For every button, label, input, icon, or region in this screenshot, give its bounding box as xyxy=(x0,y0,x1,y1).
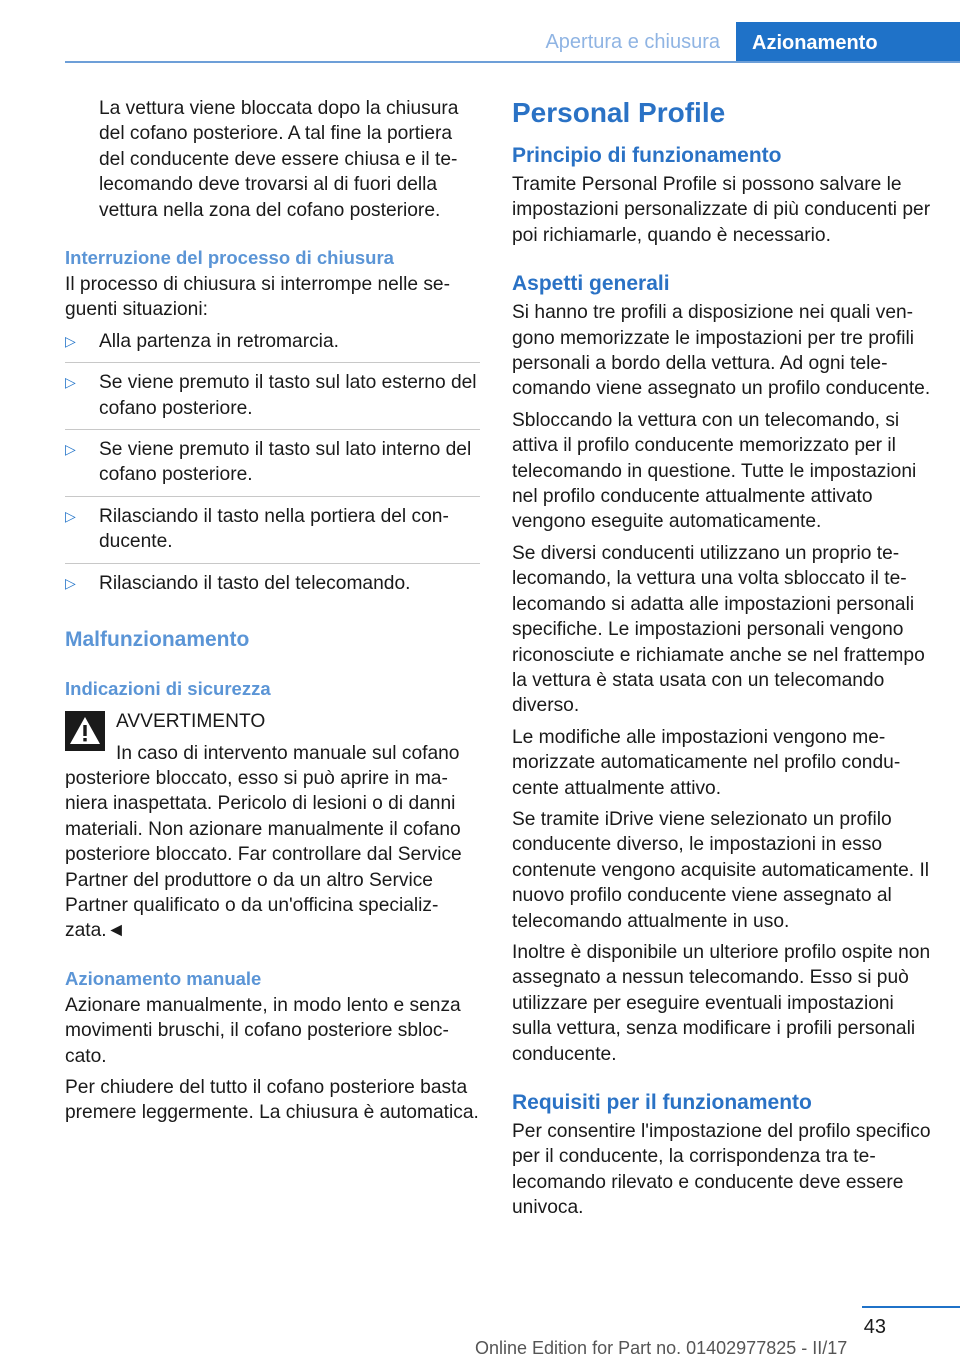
header-section-label: Apertura e chiusura xyxy=(545,31,720,53)
triangle-right-icon: ▷ xyxy=(65,507,76,524)
general-paragraph-2: Sbloccando la vettura con un telecomando, si attiva il profilo conducente memorizzato per il telecomando in questione. Tutte le impostazioni nel profilo conducente attualmente attivato vengono eseguite automaticamente. xyxy=(512,409,917,533)
section-title: Personal Profile xyxy=(512,97,726,128)
warning-title: AVVERTIMENTO xyxy=(116,711,266,733)
manual-heading: Azionamento manuale xyxy=(65,967,262,989)
malfunction-heading: Malfunzionamento xyxy=(65,628,250,652)
list-item: ▷ Alla partenza in retromarcia. xyxy=(65,329,480,363)
right-column xyxy=(512,96,932,1227)
requirements-heading: Requisiti per il funzionamento xyxy=(512,1091,812,1114)
principle-heading: Principio di funzionamento xyxy=(512,144,782,167)
list-item: ▷ Rilasciando il tasto del telecomando. xyxy=(65,571,480,604)
principle-text: Tramite Personal Profile si possono salvare le impostazioni personalizzate di più conducenti per poi richiamarle, quando è necessario. xyxy=(512,174,931,246)
left-column xyxy=(65,96,480,1132)
warning-text: In caso di intervento manuale sul cofano posteriore bloccato, esso si può aprire in maniera inaspettata. Pericolo di lesioni o di danni materiali. Non azionare manualmente il cofano posteriore bloccato. Far controllare dal Service Partner del produttore o da un altro Service Partner qualificato o da un'officina specializzata.◄ xyxy=(65,742,462,942)
header-active-tab: Azionamento xyxy=(736,22,960,63)
general-paragraph-6: Inoltre è disponibile un ulteriore profilo ospite non assegnato a nessun telecomando. Esso si può utilizzare per eseguire eventuali impostazioni sulla vettura, senza modificare i profili personali conducente. xyxy=(512,941,931,1065)
list-item: ▷ Rilasciando il tasto nella portiera del conducente. xyxy=(65,504,480,564)
triangle-right-icon: ▷ xyxy=(65,441,76,458)
interruption-text: Il processo di chiusura si interrompe nelle seguenti situazioni: xyxy=(65,274,450,321)
general-paragraph-1: Si hanno tre profili a disposizione nei quali vengono memorizzate le impostazioni per tre profili personali a bordo della vettura. Ad ogni telecomando viene assegnato un profilo conducente. xyxy=(512,302,931,400)
edition-line: Online Edition for Part no. 01402977825 - II/17 xyxy=(475,1338,848,1358)
header-divider xyxy=(65,61,960,63)
safety-heading: Indicazioni di sicurezza xyxy=(65,678,271,700)
interruption-list xyxy=(65,329,480,604)
page-header xyxy=(0,0,960,66)
footer-rule xyxy=(862,1306,960,1308)
general-heading: Aspetti generali xyxy=(512,272,670,296)
warning-block xyxy=(65,709,480,944)
list-item: ▷ Se viene premuto il tasto sul lato interno del cofano posteriore. xyxy=(65,437,480,497)
manual-paragraph-2: Per chiudere del tutto il cofano posteriore basta premere leggermente. La chiusura è automatica. xyxy=(65,1076,479,1124)
general-paragraph-4: Le modifiche alle impostazioni vengono memorizzate automaticamente nel profilo conducente attualmente attivo. xyxy=(512,726,901,799)
page-number: 43 xyxy=(863,1316,886,1338)
warning-triangle-icon xyxy=(65,711,105,751)
triangle-right-icon: ▷ xyxy=(65,374,76,391)
general-paragraph-5: Se tramite iDrive viene selezionato un profilo conducente diverso, le impostazioni in esso contenute vengono acquisite automaticamente. Il nuovo profilo conducente viene assegnato al telecomando attualmente in uso. xyxy=(512,808,930,932)
general-paragraph-3: Se diversi conducenti utilizzano un proprio telecomando, la vettura una volta sbloccato il telecomando si adatta alle impostazioni personali specifiche. Le impostazioni personali vengono riconosciute e richiamate anche se nel frattempo la vettura è stata usata con un telecomando diverso. xyxy=(512,542,925,717)
list-item: ▷ Se viene premuto il tasto sul lato esterno del cofano posteriore. xyxy=(65,370,480,430)
triangle-right-icon: ▷ xyxy=(65,332,76,349)
requirements-text: Per consentire l'impostazione del profilo specifico per il conducente, la corrispondenza tra telecomando rilevato e conducente deve essere univoca. xyxy=(512,1121,931,1219)
triangle-right-icon: ▷ xyxy=(65,574,76,591)
manual-paragraph-1: Azionare manualmente, in modo lento e senza movimenti bruschi, il cofano posteriore sbloccato. xyxy=(65,994,461,1067)
interruption-heading: Interruzione del processo di chiusura xyxy=(65,247,394,269)
intro-paragraph: La vettura viene bloccata dopo la chiusura del cofano posteriore. A tal fine la portiera del conducente deve essere chiusa e il telecomando deve trovarsi al di fuori della vettura nella zona del cofano posteriore. xyxy=(99,98,459,221)
